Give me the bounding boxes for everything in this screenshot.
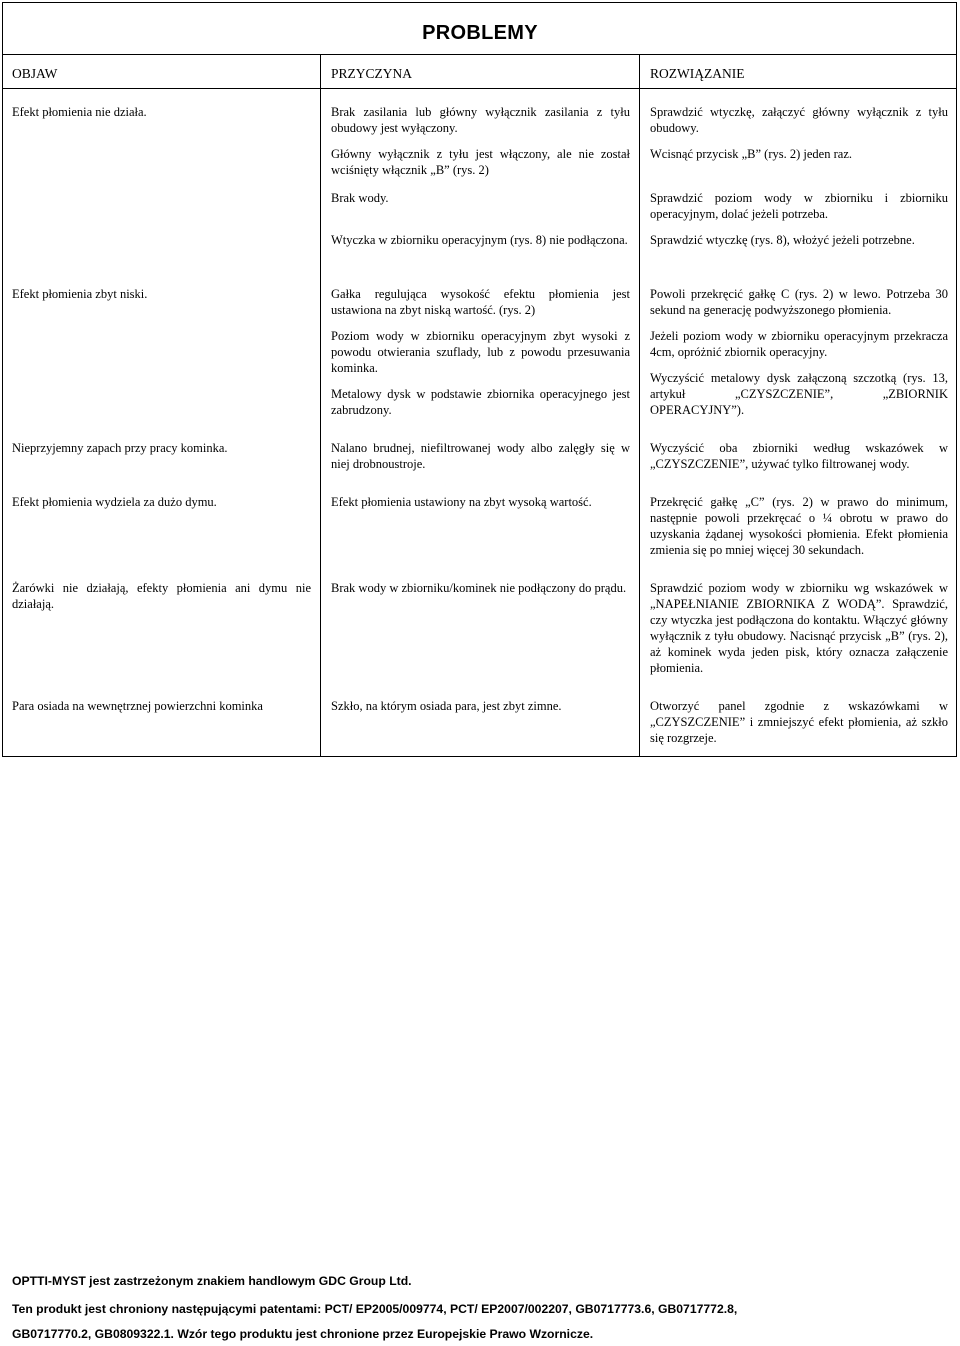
cause-text: Gałka regulująca wysokość efektu płomienia jest ustawiona na zbyt niską wartość. (rys. 2) [331,287,630,317]
cause-text: Brak wody w zbiorniku/kominek nie podłączony do prądu. [331,581,627,595]
symptom-cell: Nieprzyjemny zapach przy pracy kominka. [12,441,228,455]
table-rule [2,88,957,89]
table-rule [639,54,640,757]
header-rozwiazanie: ROZWIĄZANIE [650,66,745,81]
cause-text: Metalowy dysk w podstawie zbiornika operacyjnego jest zabrudzony. [331,387,630,417]
solution-text: Sprawdzić poziom wody w zbiorniku wg wskazówek w „NAPEŁNIANIE ZBIORNIKA Z WODĄ”. Sprawdzić, czy wtyczka jest podłączona do kontaktu. Włączyć główny wyłącznik z tyłu obudowy. Nacisnąć przycisk „B” (rys. 2), aż kominek wyda jeden pisk, który oznacza załączenie płomienia. [650,581,948,675]
cause-text: Poziom wody w zbiorniku operacyjnym zbyt wysoki z powodu otwierania szuflady, lub z powodu przesuwania kominka. [331,329,630,375]
trademark-note: OPTTI-MYST jest zastrzeżonym znakiem handlowym GDC Group Ltd. [12,1274,412,1288]
solution-text: Jeżeli poziom wody w zbiorniku operacyjnym przekracza 4cm, opróżnić zbiornik operacyjny. [650,329,948,359]
cause-text: Brak wody. [331,191,389,205]
symptom-cell: Para osiada na wewnętrznej powierzchni kominka [12,699,263,713]
symptom-cell: Efekt płomienia nie działa. [12,105,147,119]
solution-text: Przekręcić gałkę „C” (rys. 2) w prawo do minimum, następnie powoli przekręcać o ¼ obrotu w prawo do uzyskania żądanej wysokości płomienia. Efekt płomienia zmienia się po mniej więcej 30 sekundach. [650,495,948,557]
symptom-cell: Efekt płomienia zbyt niski. [12,287,148,301]
table-rule [320,54,321,757]
cause-text: Główny wyłącznik z tyłu jest włączony, ale nie został wciśnięty włącznik „B” (rys. 2) [331,147,630,177]
cause-text: Szkło, na którym osiada para, jest zbyt zimne. [331,699,562,713]
page-title: PROBLEMY [422,22,538,44]
cause-text: Nalano brudnej, niefiltrowanej wody albo zalęgły się w niej drobnoustroje. [331,441,630,471]
cause-text: Brak zasilania lub główny wyłącznik zasilania z tyłu obudowy jest wyłączony. [331,105,630,135]
solution-text: Sprawdzić wtyczkę, załączyć główny wyłącznik z tyłu obudowy. [650,105,948,135]
symptom-cell: Żarówki nie działają, efekty płomienia ani dymu nie działają. [12,581,311,611]
patent-note-continued: GB0717770.2, GB0809322.1. Wzór tego produktu jest chronione przez Europejskie Prawo Wzornicze. [12,1327,594,1341]
solution-text: Wcisnąć przycisk „B” (rys. 2) jeden raz. [650,147,852,161]
patent-note: Ten produkt jest chroniony następującymi patentami: PCT/ EP2005/009774, PCT/ EP2007/002207, GB0717773.6, GB0717772.8, [12,1302,738,1316]
symptom-cell: Efekt płomienia wydziela za dużo dymu. [12,495,217,509]
cause-text: Wtyczka w zbiorniku operacyjnym (rys. 8) nie podłączona. [331,233,628,247]
solution-text: Powoli przekręcić gałkę C (rys. 2) w lewo. Potrzeba 30 sekund na generację podwyższonego płomienia. [650,287,948,317]
table-rule [2,54,957,55]
solution-text: Sprawdzić wtyczkę (rys. 8), włożyć jeżeli potrzebne. [650,233,915,247]
solution-text: Sprawdzić poziom wody w zbiorniku i zbiorniku operacyjnym, dolać jeżeli potrzeba. [650,191,948,221]
solution-text: Wyczyścić metalowy dysk załączoną szczotką (rys. 13, artykuł „CZYSZCZENIE”, „ZBIORNIK OPERACYJNY”). [650,371,948,417]
header-objaw: OBJAW [12,66,58,81]
cause-text: Efekt płomienia ustawiony na zbyt wysoką wartość. [331,495,592,509]
solution-text: Otworzyć panel zgodnie z wskazówkami w „CZYSZCZENIE” i zmniejszyć efekt płomienia, aż szkło się rozgrzeje. [650,699,948,745]
solution-text: Wyczyścić oba zbiorniki według wskazówek w „CZYSZCZENIE”, używać tylko filtrowanej wody. [650,441,948,471]
header-przyczyna: PRZYCZYNA [331,66,413,81]
